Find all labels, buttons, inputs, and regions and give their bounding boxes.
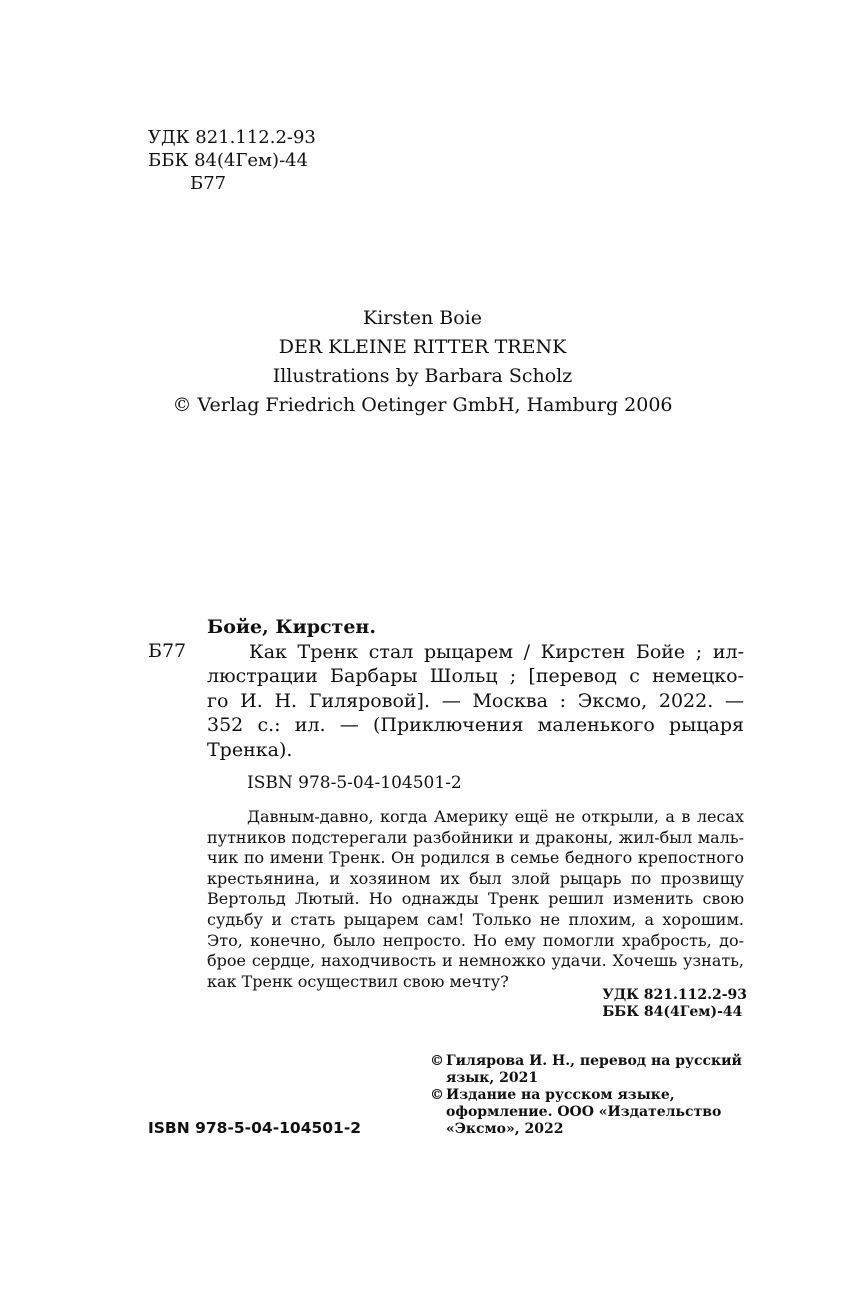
udk-code: УДК 821.112.2-93 [148,127,316,148]
annotation-line: Это, конечно, было непросто. Но ему помогли храбрость, до- [207,930,744,950]
copyright-block [430,1053,750,1138]
copyright-line: Издание на русском языке, [446,1087,675,1103]
copyright-translation [430,1053,750,1087]
footer-udk-code: УДК 821.112.2-93 [602,987,747,1003]
annotation-line: путников подстерегали разбойники и драконы, жил-был маль- [207,827,744,847]
annotation-line: Давным-давно, когда Америку ещё не открыли, а в лесах [247,807,744,826]
description-line: 352 с.: ил. — (Приключения маленького рыцаря [207,714,744,737]
annotation-line: судьбу и стать рыцарем сам! Только не плохим, а хорошим. [207,909,744,929]
catalog-author: Бойе, Кирстен. [207,616,376,638]
annotation-line: крестьянина, и хозяином их был злой рыцарь по прозвищу [207,868,744,888]
author-mark: Б77 [190,173,227,194]
copyright-line: Гилярова И. Н., перевод на русский [446,1053,742,1069]
original-copyright: © Verlag Friedrich Oetinger GmbH, Hamburg 2006 [172,394,673,416]
original-illustrations: Illustrations by Barbara Scholz [272,365,573,387]
copyright-sign: © [430,1087,444,1103]
annotation-line: брое сердце, находчивость и немножко удачи. Хочешь узнать, [207,951,744,971]
description-line: Как Тренк стал рыцарем / Кирстен Бойе ; ил- [249,641,744,663]
original-title: DER KLEINE RITTER TRENK [278,336,567,358]
copyright-sign: © [430,1053,444,1069]
original-author: Kirsten Boie [363,307,482,329]
description-line: го И. Н. Гиляровой]. — Москва : Эксмо, 2022. — [207,689,744,712]
footer-bbk-code: ББК 84(4Гем)-44 [602,1004,743,1020]
footer-classification-codes [602,987,747,1021]
footer-isbn: ISBN 978-5-04-104501-2 [148,1119,362,1137]
description-line: Тренка). [207,738,293,761]
catalog-description [207,640,744,762]
annotation-line: как Тренк осуществил свою мечту? [207,971,509,991]
copyright-line: оформление. ООО «Издательство [446,1104,722,1120]
catalog-author-mark: Б77 [148,640,187,662]
copyright-line: язык, 2021 [446,1070,539,1086]
annotation-line: Вертольд Лютый. Но однажды Тренк решил изменить свою [207,889,744,909]
copyright-edition [430,1087,750,1138]
original-edition-block [0,304,845,420]
catalog-isbn: ISBN 978-5-04-104501-2 [247,773,462,793]
description-line: люстрации Барбары Шольц ; [перевод с немецко- [207,665,744,688]
bbk-code: ББК 84(4Гем)-44 [148,150,309,171]
annotation [207,807,744,992]
classification-codes [148,126,316,195]
copyright-line: «Эксмо», 2022 [446,1121,564,1137]
annotation-line: чик по имени Тренк. Он родился в семье бедного крепостного [207,848,744,868]
